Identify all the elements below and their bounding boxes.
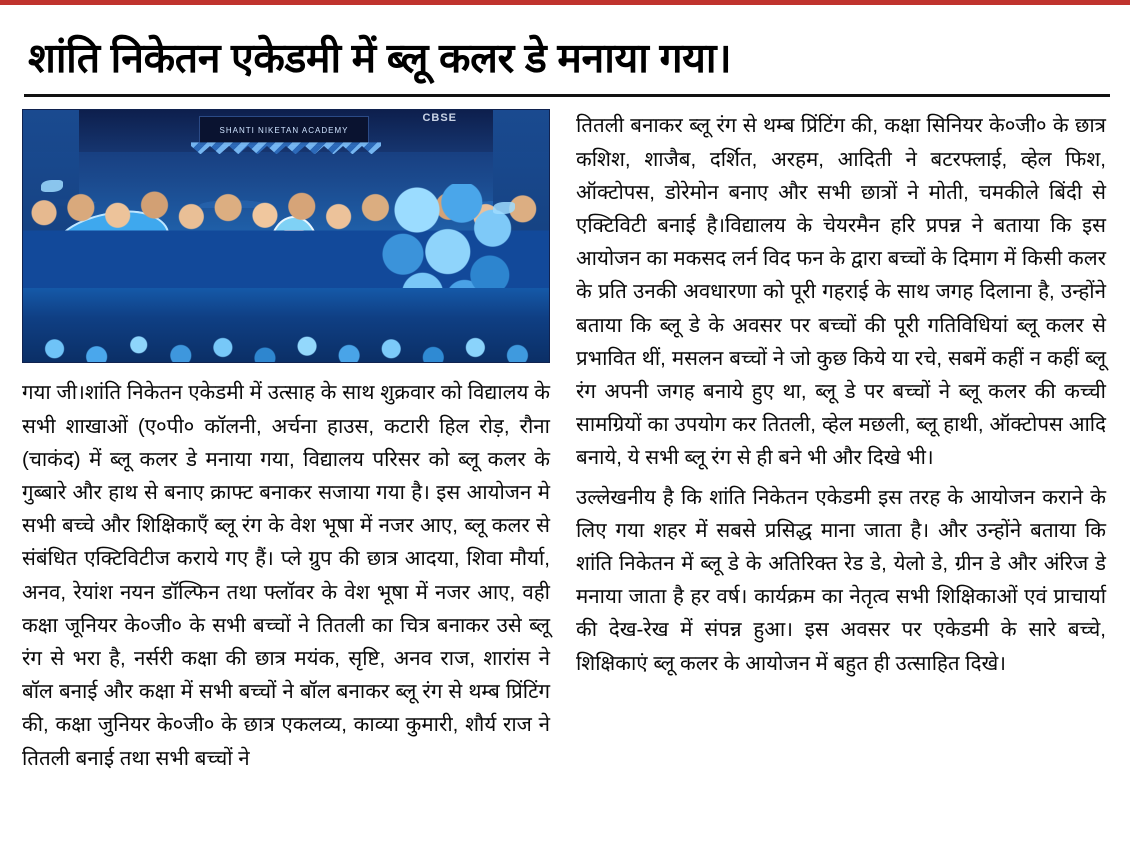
article-columns (22, 109, 1108, 780)
photo-stage-banner (199, 116, 369, 146)
right-column (576, 109, 1106, 685)
right-paragraph-1: तितली बनाकर ब्लू रंग से थम्ब प्रिंटिंग की, कक्षा सिनियर के०जी० के छात्र कशिश, शाजैब, दर्शित, अरहम, आदिती ने बटरफ्लाई, व्हेल फिश, ऑक्टोपस, डोरेमोन बनाए और सभी छात्रों ने मोती, चमकीले बिंदी से एक्टिविटी बनाई है।विद्यालय के चेयरमैन हरि प्रपन्न ने बताया कि इस आयोजन का मकसद लर्न विद फन के द्वारा बच्चों के दिमाग में किसी कलर के प्रति उनकी अवधारणा को पूरी गहराई के साथ जगह दिलाना है, उन्होंने बताया कि ब्लू डे के अवसर पर बच्चों की पूरी गतिविधियां ब्लू कलर से प्रभावित थीं, मसलन बच्चों ने जो कुछ किये या रचे, सबमें कहीं न कहीं ब्लू रंग अपनी जगह बनाये हुए था, ब्लू डे पर बच्चों ने ब्लू कलर की कच्ची सामग्रियों का उपयोग कर तितली, व्हेल मछली, ब्लू हाथी, ऑक्टोपस आदि बनाये, ये सभी ब्लू रंग से ही बने भी और दिखे भी। (576, 114, 1106, 470)
headline-divider (24, 94, 1110, 97)
left-column (22, 109, 550, 780)
photo-blue-balls (23, 296, 549, 362)
left-paragraph-1: गया जी।शांति निकेतन एकेडमी में उत्साह के साथ शुक्रवार को विद्यालय के सभी शाखाओं (ए०पी० कॉलनी, अर्चना हाउस, कटारी हिल रोड़, रौना (चाकंद) में ब्लू कलर डे मनाया गया, विद्यालय परिसर को ब्लू कलर के गुब्बारे और हाथ से बनाए क्राफ्ट बनाकर सजाया गया है। इस आयोजन मे सभी बच्चे और शिक्षिकाएँ ब्लू रंग के वेश भूषा में नजर आए, ब्लू कलर से संबंधित एक्टिविटीज कराये गए हैं। प्ले ग्रुप की छात्र आदया, शिवा मौर्या, अनव, रेयांश नयन डॉल्फिन तथा फ्लॉवर के वेश भूषा में नजर आए, वही कक्षा जूनियर के०जी० के सभी बच्चों ने तितली का चित्र बनाकर उसे ब्लू रंग से भरा है, नर्सरी कक्षा की छात्र मयंक, सृष्टि, अनव राज, शारांस ने बॉल बनाई और कक्षा में सभी बच्चों ने बॉल बनाकर ब्लू रंग से थम्ब प्रिंटिंग की, कक्षा जुनियर के०जी० के छात्र एकलव्य, काव्या कुमारी, शौर्य राज ने तितली बनाई तथा सभी बच्चों ने (22, 381, 550, 770)
page-title: शांति निकेतन एकेडमी में ब्लू कलर डे मनाया गया। (28, 35, 732, 81)
photo-banner-text: SHANTI NIKETAN ACADEMY (219, 126, 349, 136)
photo-board-label: CBSE (422, 112, 457, 125)
page-top-rule (0, 0, 1130, 5)
article-photo (22, 109, 550, 363)
right-paragraph-2: उल्लेखनीय है कि शांति निकेतन एकेडमी इस तरह के आयोजन कराने के लिए गया शहर में सबसे प्रसिद्ध माना जाता है। और उन्होंने बताया कि शांति निकेतन में ब्लू डे के अतिरिक्त रेड डे, येलो डे, ग्रीन डे और अंरिज डे मनाया जाता है हर वर्ष। कार्यक्रम का नेतृत्व सभी शिक्षिकाओं एवं प्राचार्या की देख-रेख में संपन्न हुआ। इस अवसर पर एकेडमी के सारे बच्चे, शिक्षिकाएं ब्लू कलर के आयोजन में बहुत ही उत्साहित दिखे। (576, 485, 1106, 675)
